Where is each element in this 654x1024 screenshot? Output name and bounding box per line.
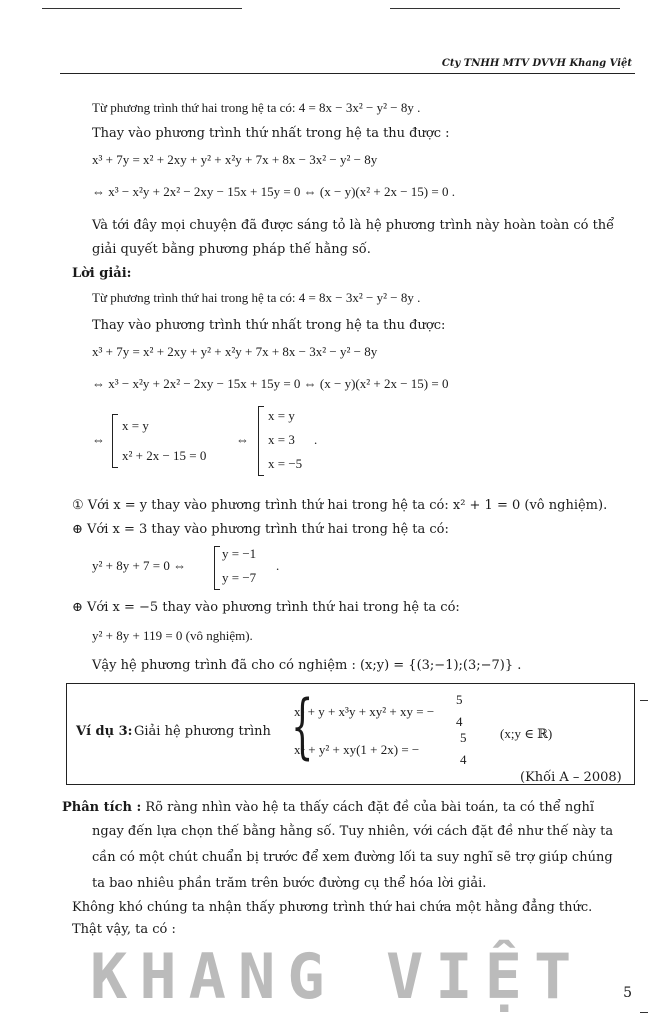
analysis-line-6: Thật vậy, ta có :	[72, 922, 176, 937]
case-2-equation: y² + 8y + 7 = 0 ⇔	[92, 558, 187, 573]
watermark-logo: KHANG VIỆT	[90, 940, 584, 1013]
page-number: 5	[623, 985, 632, 1001]
example-domain: (x;y ∈ ℝ)	[500, 726, 553, 741]
intro-line-2: Thay vào phương trình thứ nhất trong hệ ta thu được :	[92, 126, 450, 141]
conclusion: Vậy hệ phương trình đã cho có nghiệm : (x;y) = {(3;−1);(3;−7)} .	[92, 658, 522, 673]
example-eq1-numerator: 5	[456, 692, 463, 707]
analysis-line-4: ta bao nhiêu phần trăm trên bước đường cụ thể hóa lời giải.	[92, 876, 487, 891]
case-1: ① Với x = y thay vào phương trình thứ hai trong hệ ta có: x² + 1 = 0 (vô nghiệm).	[72, 498, 608, 513]
solution-line-4: ⇔ x³ − x²y + 2x² − 2xy − 15x + 15y = 0 ⇔ (x − y)(x² + 2x − 15) = 0	[92, 376, 449, 391]
case-2-bracket	[214, 546, 220, 590]
top-rule-left	[42, 8, 242, 9]
analysis-heading: Phân tích :	[62, 800, 142, 815]
example-equation-1: x² + y + x³y + xy² + xy = −	[294, 704, 435, 719]
system-b-line-1: x = y	[268, 408, 295, 423]
system-bracket-a	[112, 414, 118, 468]
case-2: ⊕ Với x = 3 thay vào phương trình thứ hai trong hệ ta có:	[72, 522, 449, 537]
intro-line-5: Và tới đây mọi chuyện đã được sáng tỏ là hệ phương trình này hoàn toàn có thể	[92, 218, 615, 233]
example-eq2-denominator: 4	[460, 752, 467, 767]
example-eq1-denominator: 4	[456, 714, 463, 729]
example-equation-2: x⁴ + y² + xy(1 + 2x) = −	[294, 742, 420, 757]
system-a-line-1: x = y	[122, 418, 149, 433]
intro-line-4: ⇔ x³ − x²y + 2x² − 2xy − 15x + 15y = 0 ⇔ (x − y)(x² + 2x − 15) = 0 .	[92, 184, 455, 199]
analysis-line-1	[62, 800, 594, 816]
system-bracket-b	[258, 406, 264, 476]
intro-line-1: Từ phương trình thứ hai trong hệ ta có: 4 = 8x − 3x² − y² − 8y .	[92, 100, 421, 115]
example-label: Ví dụ 3:	[76, 724, 133, 739]
analysis-line-3: cần có một chút chuẩn bị trước để xem đường lối ta suy nghĩ sẽ trợ giúp chúng	[92, 850, 613, 865]
margin-mark	[640, 1012, 648, 1013]
case-3-equation: y² + 8y + 119 = 0 (vô nghiệm).	[92, 628, 253, 643]
example-text: Giải hệ phương trình	[134, 724, 271, 739]
system-b-line-2: x = 3	[268, 432, 295, 447]
margin-mark	[640, 700, 648, 701]
solution-heading: Lời giải:	[72, 266, 132, 281]
equivalence-symbol-2: ⇔	[236, 432, 249, 447]
header-rule	[60, 73, 635, 74]
analysis-line-5: Không khó chúng ta nhận thấy phương trình thứ hai chứa một hằng đẳng thức.	[72, 900, 593, 915]
top-rule-right	[390, 8, 620, 9]
equivalence-symbol-1: ⇔	[92, 432, 105, 447]
solution-line-2: Thay vào phương trình thứ nhất trong hệ ta thu được:	[92, 318, 446, 333]
system-a-line-2: x² + 2x − 15 = 0	[122, 448, 207, 463]
intro-line-3: x³ + 7y = x² + 2xy + y² + x²y + 7x + 8x − 3x² − y² − 8y	[92, 152, 378, 167]
running-header: Cty TNHH MTV DVVH Khang Việt	[441, 58, 632, 69]
analysis-line-2: ngay đến lựa chọn thế bằng hằng số. Tuy nhiên, với cách đặt đề như thế này ta	[92, 824, 614, 839]
system-brace: {	[291, 685, 314, 767]
solution-line-1: Từ phương trình thứ hai trong hệ ta có: 4 = 8x − 3x² − y² − 8y .	[92, 290, 421, 305]
system-b-end: .	[314, 432, 318, 447]
example-eq2-numerator: 5	[460, 730, 467, 745]
case-2-end: .	[276, 558, 280, 573]
case-2-root-2: y = −7	[222, 570, 257, 585]
solution-line-3: x³ + 7y = x² + 2xy + y² + x²y + 7x + 8x − 3x² − y² − 8y	[92, 344, 378, 359]
case-2-root-1: y = −1	[222, 546, 257, 561]
system-b-line-3: x = −5	[268, 456, 303, 471]
intro-line-6: giải quyết bằng phương pháp thế hằng số.	[92, 242, 371, 257]
example-source: (Khối A – 2008)	[520, 770, 622, 785]
case-3: ⊕ Với x = −5 thay vào phương trình thứ hai trong hệ ta có:	[72, 600, 460, 615]
analysis-line-1-text: Rõ ràng nhìn vào hệ ta thấy cách đặt đề của bài toán, ta có thể nghĩ	[141, 800, 595, 815]
